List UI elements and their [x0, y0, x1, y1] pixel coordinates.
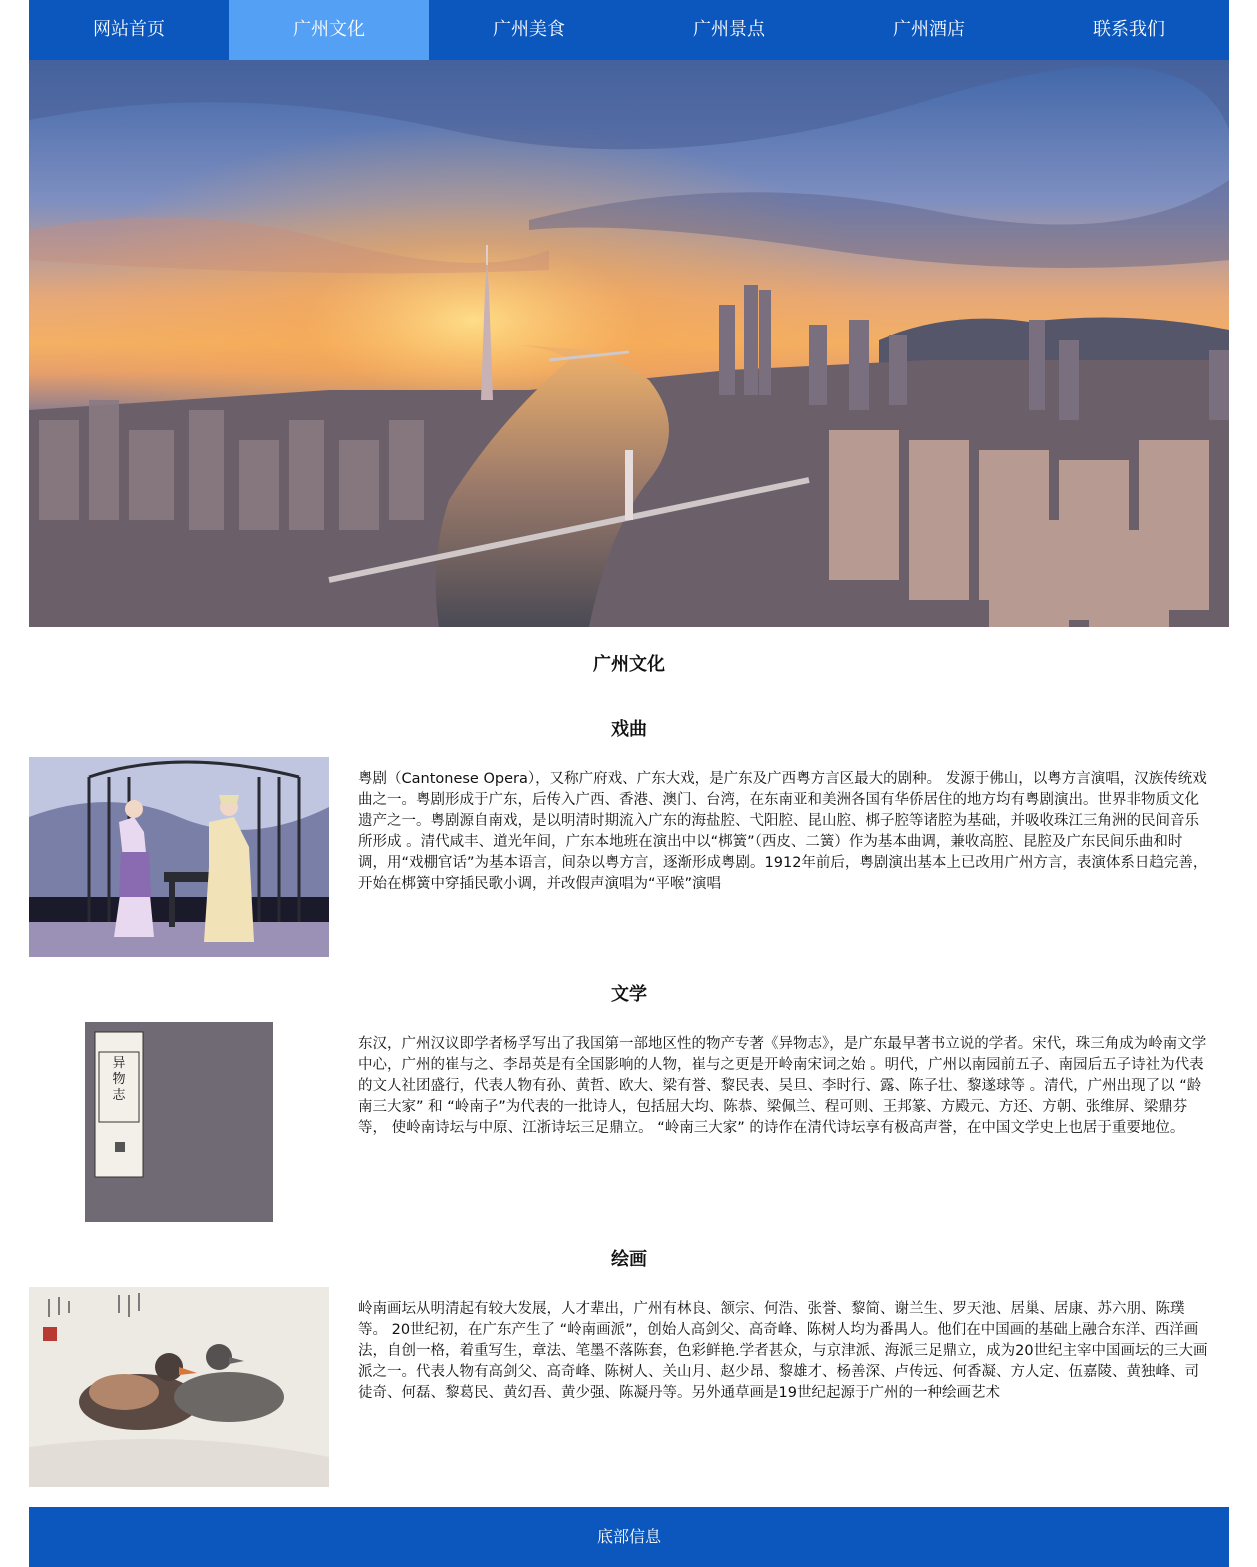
- nav-item-hotels[interactable]: 广州酒店: [893, 19, 965, 40]
- nav-item-culture[interactable]: 广州文化: [229, 0, 429, 60]
- footer: [29, 1507, 1229, 1567]
- page-title: 广州文化: [593, 654, 665, 675]
- section-title-painting: 绘画: [611, 1249, 647, 1270]
- nav-item-contact[interactable]: 联系我们: [1093, 19, 1165, 40]
- mandarin-ducks-painting: [29, 1287, 329, 1487]
- nav-item-home[interactable]: 网站首页: [93, 19, 165, 40]
- section-text-literature: 东汉，广州汉议即学者杨孚写出了我国第一部地区性的物产专著《异物志》，是广东最早著书立说的学者。宋代，珠三角成为岭南文学中心，广州的崔与之、李昂英是有全国影响的人物，崔与之更是开岭南宋词之始 。明代，广州以南园前五子、南园后五子诗社为代表的文人社团盛行，代表人物有孙、黄哲、欧大、梁有誉、黎民表、吴旦、李时行、露、陈子壮、黎遂球等 。清代，广州出现了以 “龄南三大家” 和 “岭南子”为代表的一批诗人，包括屈大均、陈恭、梁佩兰、程可则、王邦篆、方殿元、方还、方朝、张维屏、梁鼎芬等， 使岭南诗坛与中原、江浙诗坛三足鼎立。 “岭南三大家” 的诗作在清代诗坛享有极高声誉，在中国文学史上也居于重要地位。: [358, 1036, 1207, 1136]
- section-text-opera: 粤剧（Cantonese Opera），又称广府戏、广东大戏，是广东及广西粤方言区最大的剧种。 发源于佛山，以粤方言演唱，汉族传统戏曲之一。粤剧形成于广东，后传入广西、香港、澳门、台湾，在东南亚和美洲各国有华侨居住的地方均有粤剧演出。世界非物质文化遗产之一。粤剧源自南戏，是以明清时期流入广东的海盐腔、弋阳腔、昆山腔、梆子腔等诸腔为基础，并吸收珠江三角洲的民间音乐所形成 。清代咸丰、道光年间，广东本地班在演出中以“梆簧”（西皮、二簧）作为基本曲调，兼收高腔、昆腔及广东民间乐曲和时调，用“戏棚官话”为基本语言，间杂以粤方言，逐渐形成粤剧。1912年前后，粤剧演出基本上已改用广州方言，表演体系日趋完善，开始在梆簧中穿插民歌小调，并改假声演唱为“平喉”演唱: [358, 771, 1208, 892]
- opera-image: [29, 757, 329, 957]
- literature-image: [29, 1022, 329, 1222]
- painting-image: [29, 1287, 329, 1487]
- book-cover-yiwuzhi: [29, 1022, 329, 1222]
- nav-item-attractions[interactable]: 广州景点: [693, 19, 765, 40]
- footer-label: 底部信息: [596, 1527, 661, 1546]
- hero-banner: [29, 60, 1229, 627]
- nav-item-food[interactable]: 广州美食: [493, 19, 565, 40]
- top-nav: [29, 0, 1229, 60]
- cantonese-opera-photo: [29, 757, 329, 957]
- section-title-opera: 戏曲: [611, 719, 647, 740]
- section-text-painting: 岭南画坛从明清起有较大发展，人才辈出，广州有林良、颔宗、何浩、张誉、黎简、谢兰生、罗天池、居巢、居康、苏六朋、陈璞等。 20世纪初，在广东产生了 “岭南画派”，创始人高剑父、高奇峰、陈树人均为番禺人。他们在中国画的基础上融合东洋、西洋画法，自创一格，着重写生，章法、笔墨不落陈套，色彩鲜艳.学者甚众，与京津派、海派三足鼎立，成为20世纪主宰中国画坛的三大画派之一。代表人物有高剑父、高奇峰、陈树人、关山月、赵少昂、黎雄才、杨善深、卢传远、何香凝、方人定、伍嘉陵、黄独峰、司徒奇、何磊、黎葛民、黄幻吾、黄少强、陈凝丹等。另外通草画是19世纪起源于广州的一种绘画艺术: [358, 1301, 1208, 1401]
- book-title-char-1: 异物志: [112, 1056, 126, 1103]
- guangzhou-skyline-image: [29, 60, 1229, 627]
- section-title-literature: 文学: [611, 984, 647, 1005]
